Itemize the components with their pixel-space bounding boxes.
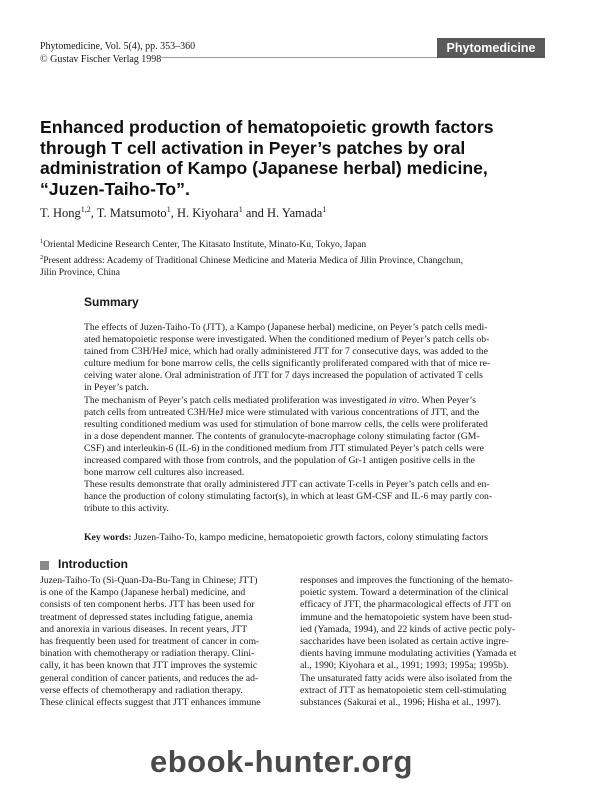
italic-term: in vitro: [388, 394, 417, 406]
body-line: Juzen-Taiho-To (Si-Quan-Da-Bu-Tang in Chinese; JTT): [40, 575, 258, 586]
journal-brand-label: Phytomedicine: [437, 38, 545, 58]
summary-body: [84, 322, 554, 516]
summary-line: CSF) and interleukin-6 (IL-6) in the conditioned medium from JTT stimulated Peyer’s patch cells were: [84, 442, 484, 454]
author-name: , H. Kiyohara: [170, 206, 239, 221]
title-line: through T cell activation in Peyer’s patches by oral: [40, 137, 466, 158]
summary-line: ated hematopoietic response were investigated. When the conditioned medium of Peyer’s patch cells ob-: [84, 334, 490, 346]
author-name: T. Hong: [40, 206, 81, 221]
body-line: consists of ten component herbs. JTT has been used for: [40, 599, 255, 611]
intro-left-column: [40, 575, 288, 709]
article-title: [40, 117, 560, 199]
body-line: treatment of depressed states including fatigue, anemia: [40, 611, 253, 623]
summary-heading: Summary: [84, 295, 139, 309]
summary-line: These results demonstrate that orally administered JTT can activate T-cells in Peyer’s patch cells and en-: [84, 479, 490, 491]
body-line: bination with chemotherapy or radiation therapy. Clini-: [40, 648, 255, 660]
author-list: [40, 205, 326, 221]
title-line: administration of Kampo (Japanese herbal) medicine,: [40, 158, 488, 178]
author-name: and H. Yamada: [242, 206, 323, 221]
body-line: and anorexia in various diseases. In recent years, JTT: [40, 623, 248, 635]
header-rule: [160, 57, 438, 58]
body-line: substances (Sakurai et al., 1996; Hisha et al., 1997).: [300, 697, 501, 709]
body-line: dients having immune modulating activities (Yamada et: [300, 648, 517, 660]
body-line: al., 1990; Kiyohara et al., 1991; 1993; 1995a; 1995b).: [300, 660, 509, 672]
affiliation-1: $^1$Oriental Medicine Research Center, The Kitasato Institute, Minato-Ku, Tokyo, Japan: [40, 238, 367, 251]
body-line: extract of JTT as hematopoietic stem cell-stimulating: [300, 684, 507, 696]
summary-line: in a dose dependent manner. The contents of granulocyte-macrophage colony stimulating factor (GM-: [84, 430, 480, 442]
summary-line: tribute to this activity.: [84, 503, 169, 515]
body-line: efficacy of JTT, the pharmacological effects of JTT on: [300, 599, 511, 611]
affiliation-2: $^2$Present address: Academy of Traditional Chinese Medicine and Materia Medica of Jilin Province, Changchun,: [40, 253, 464, 266]
keywords: [84, 532, 488, 543]
introduction-heading: Introduction: [58, 557, 128, 571]
body-line: saccharides have been isolated as certain active ingre-: [300, 636, 509, 648]
summary-line: patch cells from untreated C3H/HeJ mice were stimulated with various concentrations of JTT, and the: [84, 406, 480, 418]
summary-line: increased compared with those from controls, and the population of Gr-1 antigen positive cells in the: [84, 455, 475, 467]
watermark-text: ebook-hunter.org: [150, 744, 413, 779]
keywords-label: Key words:: [84, 532, 132, 543]
summary-line: The mechanism of Peyer’s patch cells mediated proliferation was investigated in vitro. When Peyer’s: [84, 394, 476, 406]
body-line: ied (Yamada, 1994), and 22 kinds of active pectic poly-: [300, 623, 516, 635]
body-line: These clinical effects suggest that JTT enhances immune: [40, 697, 261, 709]
summary-line: bone marrow cell cultures also increased.: [84, 467, 245, 479]
body-line: cally, it has been known that JTT improves the systemic: [40, 660, 258, 672]
author-affil-mark: 1: [166, 205, 171, 214]
section-marker-square: [40, 561, 49, 570]
body-line: is one of the Kampo (Japanese herbal) medicine, and: [40, 587, 246, 599]
journal-volume-line: Phytomedicine, Vol. 5(4), pp. 353–360: [40, 41, 196, 52]
summary-line: ceiving water alone. Oral administration of JTT for 7 days increased the population of activated T cells: [84, 370, 483, 382]
affiliation-2-cont: Jilin Province, China: [40, 268, 120, 279]
body-line: verse effects of chemotherapy and radiation therapy.: [40, 684, 243, 696]
body-line: The unsaturated fatty acids were also isolated from the: [300, 672, 512, 684]
author-affil-mark: 1: [238, 205, 243, 214]
body-line: poietic system. Toward a determination of the clinical: [300, 587, 509, 599]
summary-line: The effects of Juzen-Taiho-To (JTT), a Kampo (Japanese herbal) medicine, on Peyer’s patch cells medi-: [84, 322, 488, 333]
summary-line: culture medium for bone marrow cells, the cells significantly proliferated compared with that of mice re-: [84, 358, 491, 370]
body-line: responses and improves the functioning of the hemato-: [300, 575, 513, 586]
author-affil-mark: 1: [322, 205, 327, 214]
title-line: “Juzen-Taiho-To”.: [40, 178, 190, 199]
author-name: , T. Matsumoto: [90, 206, 167, 221]
body-line: immune and the hematopoietic system have been stud-: [300, 611, 513, 623]
summary-line: tained from C3H/HeJ mice, which had orally administered JTT for 7 consecutive days, was added to the: [84, 346, 488, 358]
affiliations: [40, 236, 560, 280]
copyright-line: © Gustav Fischer Verlag 1998: [40, 54, 162, 65]
journal-citation: [40, 40, 195, 66]
body-line: general condition of cancer patients, and reduces the ad-: [40, 672, 259, 684]
title-line: Enhanced production of hematopoietic growth factors: [40, 117, 494, 137]
intro-right-column: [300, 575, 548, 709]
author-affil-mark: 1,2: [80, 205, 91, 214]
keywords-text: Juzen-Taiho-To, kampo medicine, hematopoietic growth factors, colony stimulating factors: [131, 532, 489, 543]
body-line: has frequently been used for treatment of cancer in com-: [40, 636, 260, 648]
summary-line: resulting conditioned medium was used for stimulation of bone marrow cells, the cells were proliferated: [84, 418, 488, 430]
summary-line: in Peyer’s patch.: [84, 382, 149, 394]
summary-line: hance the production of colony stimulating factor(s), in which at least GM-CSF and IL-6 may partly con-: [84, 491, 493, 503]
